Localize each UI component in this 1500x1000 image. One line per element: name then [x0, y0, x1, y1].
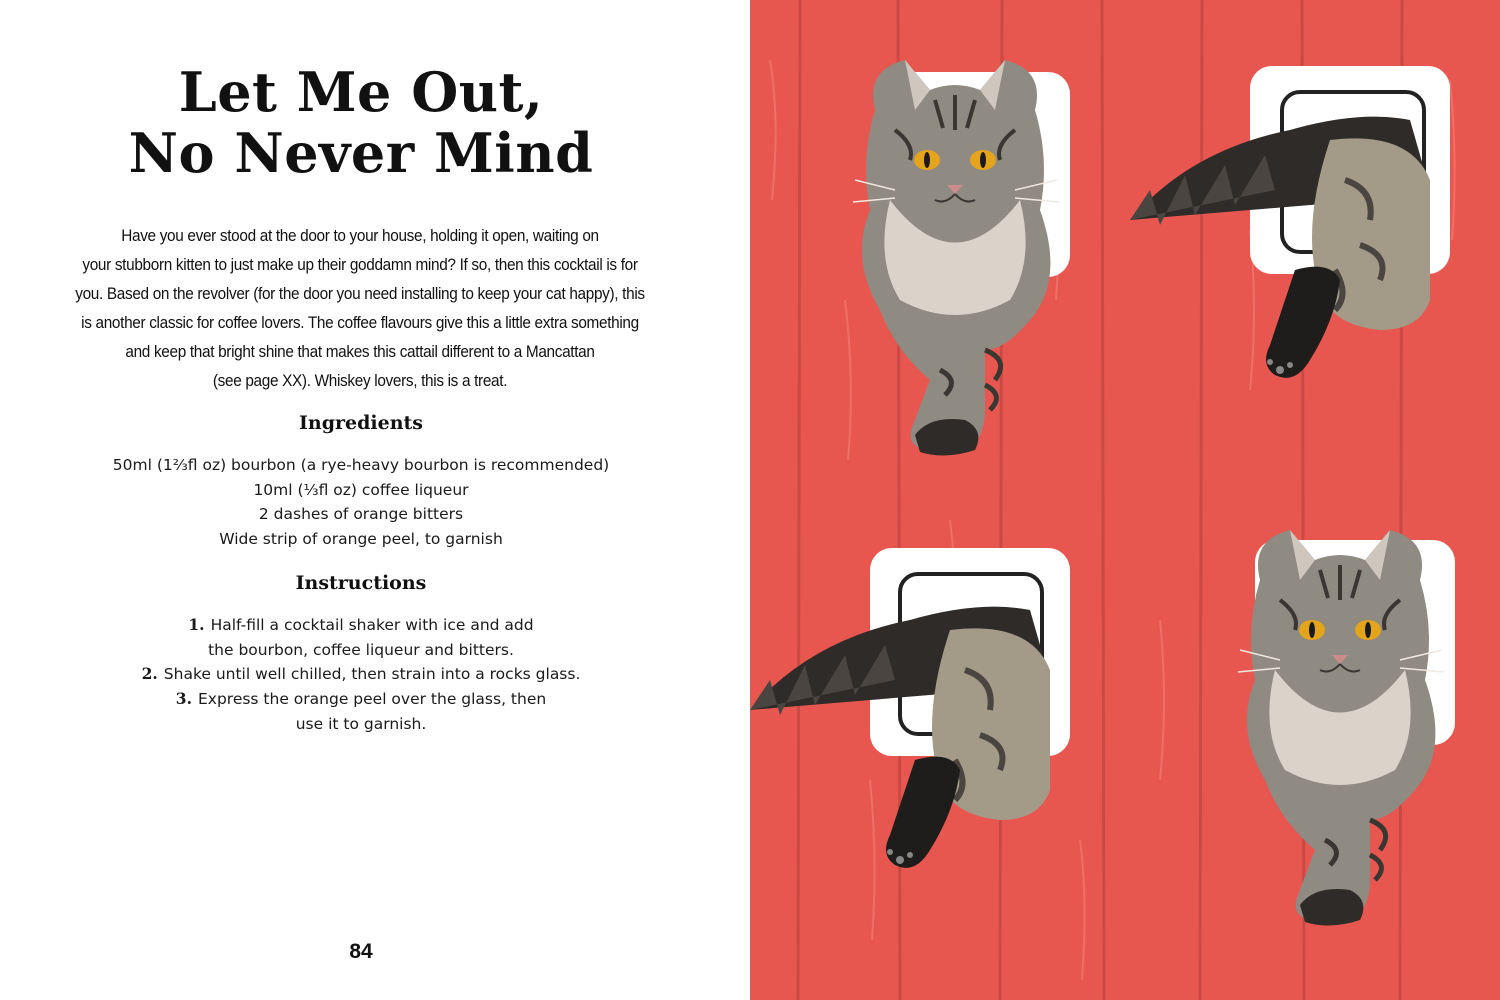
intro-line: Have you ever stood at the door to your house, holding it open, waiting on: [121, 227, 599, 245]
intro-line: (see page XX). Whiskey lovers, this is a treat.: [212, 372, 508, 390]
instruction-step-2: [0, 662, 722, 687]
illustration-svg: [750, 0, 1500, 1000]
intro-line: you. Based on the revolver (for the door you need installing to keep your cat happy), this: [75, 285, 645, 303]
step-number: 1.: [188, 615, 205, 634]
intro-paragraph: [62, 222, 657, 396]
ingredient-item: 10ml (⅓fl oz) coffee liqueur: [253, 480, 469, 499]
page-number: 84: [349, 940, 373, 963]
ingredient-item: 2 dashes of orange bitters: [258, 505, 464, 524]
ingredients-heading: Ingredients: [299, 412, 423, 434]
intro-line: your stubborn kitten to just make up their goddamn mind? If so, then this cocktail is for: [82, 256, 638, 274]
ingredient-item: Wide strip of orange peel, to garnish: [219, 530, 503, 549]
instruction-step-1: [0, 613, 722, 662]
ingredient-item: 50ml (1⅔fl oz) bourbon (a rye-heavy bourbon is recommended): [112, 456, 610, 474]
step-text: Half-fill a cocktail shaker with ice and add: [210, 616, 534, 634]
step-number: 2.: [141, 664, 158, 684]
intro-line: is another classic for coffee lovers. The coffee flavours give this a little extra something: [81, 314, 639, 332]
recipe-title: [0, 62, 722, 184]
recipe-title-line-2: No Never Mind: [128, 121, 594, 185]
cats-in-cat-flaps-illustration: [750, 0, 1500, 1000]
instructions-heading: Instructions: [295, 572, 427, 594]
instruction-step-3: [0, 687, 722, 736]
step-text: Shake until well chilled, then strain into a rocks glass.: [163, 665, 581, 684]
step-text: the bourbon, coffee liqueur and bitters.: [208, 640, 514, 659]
intro-line: and keep that bright shine that makes this cattail different to a Mancattan: [125, 343, 595, 361]
instructions-list: [0, 613, 722, 737]
ingredients-list: [0, 453, 722, 552]
step-number: 3.: [175, 689, 192, 709]
recipe-title-line-1: Let Me Out,: [178, 60, 544, 124]
step-text: use it to garnish.: [295, 714, 427, 733]
step-text: Express the orange peel over the glass, then: [197, 690, 547, 709]
